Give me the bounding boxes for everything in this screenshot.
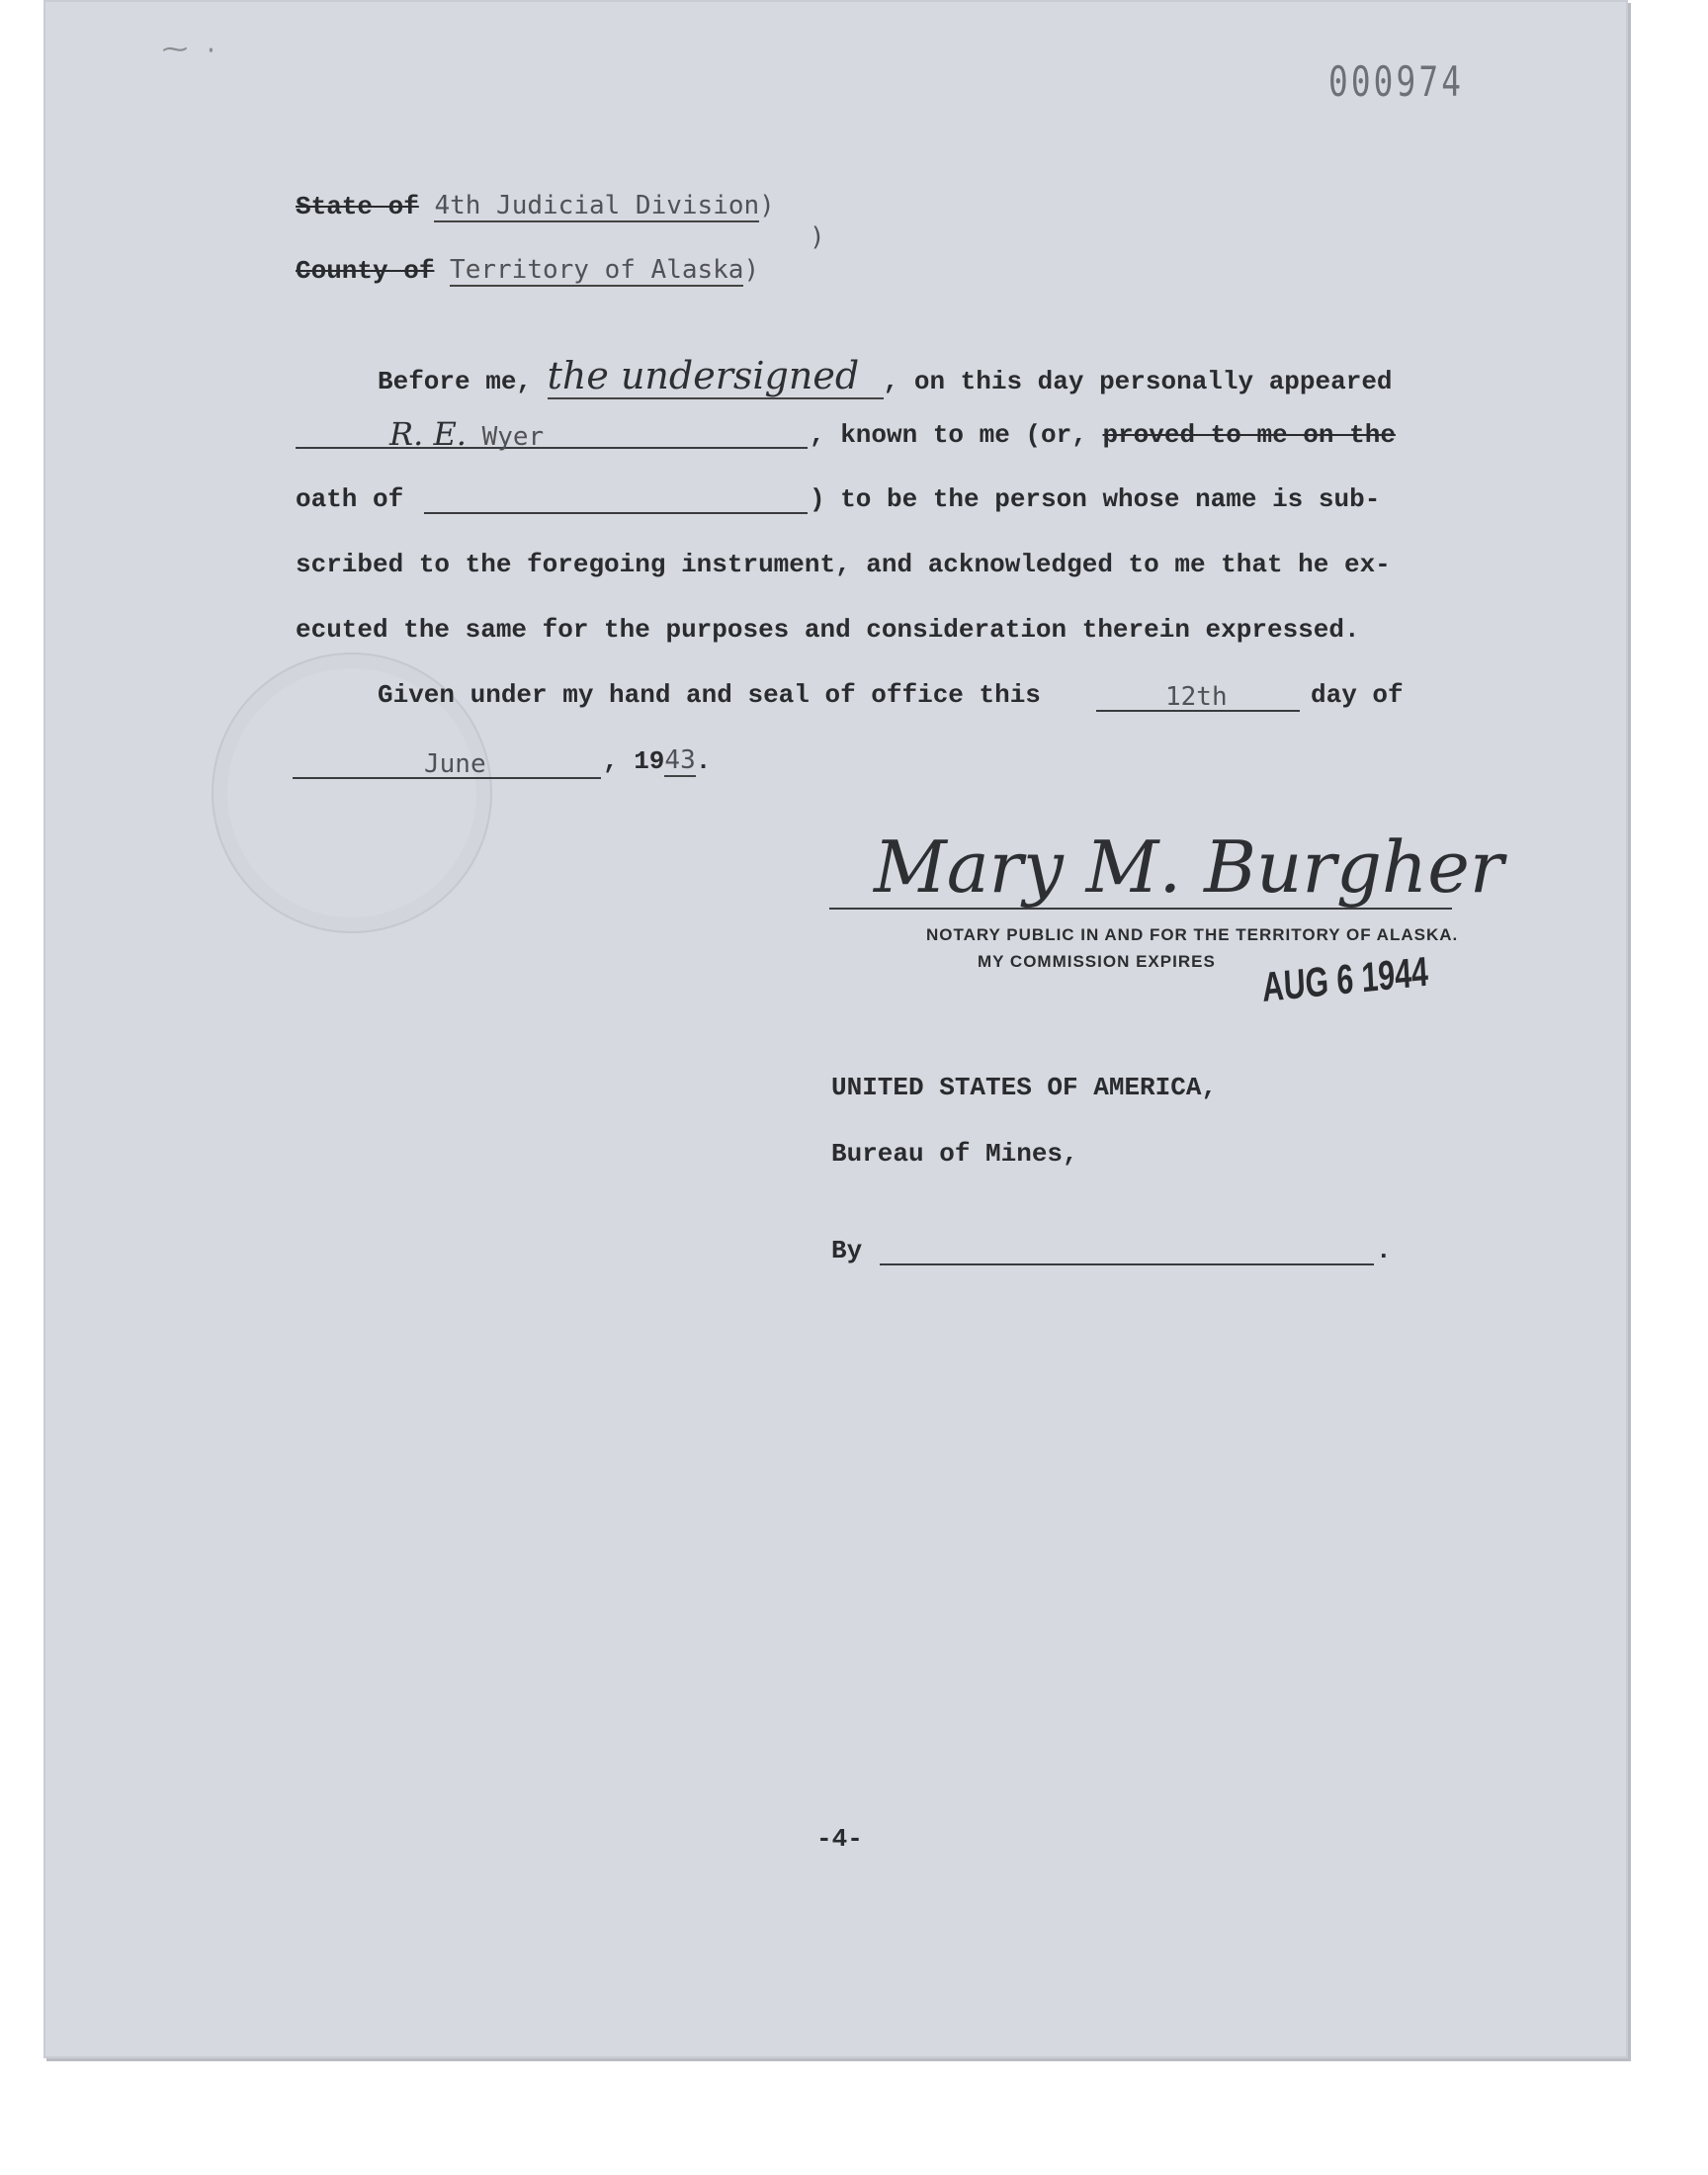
oath-of-underline bbox=[424, 512, 808, 514]
notary-handwritten: the undersigned bbox=[548, 354, 884, 399]
state-value: 4th Judicial Division bbox=[434, 191, 760, 220]
year-suffix: 43 bbox=[664, 745, 696, 775]
proved-struck-text: proved to me on the bbox=[1102, 420, 1396, 450]
corner-smudge: ⁓ · bbox=[162, 36, 219, 65]
grantee-line2: Bureau of Mines, bbox=[831, 1139, 1078, 1169]
paragraph-line1 bbox=[378, 354, 1393, 399]
by-label: By bbox=[831, 1236, 863, 1265]
given-month: June bbox=[424, 749, 486, 779]
by-period: . bbox=[1376, 1236, 1392, 1265]
year-period: . bbox=[695, 746, 712, 776]
known-to-me-text: , known to me (or, bbox=[810, 420, 1087, 450]
oath-of-text: oath of bbox=[296, 484, 404, 514]
commission-expires-date: AUG 6 1944 bbox=[1260, 947, 1429, 1010]
venue-bracket-mid: ) bbox=[810, 222, 825, 252]
document-page bbox=[43, 0, 1628, 2058]
venue-county-line bbox=[296, 255, 759, 286]
given-year bbox=[603, 745, 711, 776]
appeared-name bbox=[389, 415, 544, 453]
page-number: -4- bbox=[816, 1824, 863, 1854]
venue-state-line bbox=[296, 191, 775, 221]
day-of-text: day of bbox=[1311, 680, 1404, 710]
appeared-initials: R. E. bbox=[389, 415, 467, 453]
on-this-day-text: , on this day personally appeared bbox=[883, 367, 1393, 396]
by-signature-line bbox=[880, 1263, 1374, 1265]
to-be-person-text: ) to be the person whose name is sub- bbox=[810, 484, 1381, 514]
before-me-text: Before me, bbox=[378, 367, 533, 396]
notary-stamp-line2: MY COMMISSION EXPIRES bbox=[978, 952, 1216, 971]
paragraph-line2 bbox=[810, 420, 1396, 450]
notary-stamp-line1: NOTARY PUBLIC IN AND FOR THE TERRITORY OF ALASKA. bbox=[926, 925, 1459, 944]
paragraph-line5: ecuted the same for the purposes and consideration therein expressed. bbox=[296, 615, 1360, 645]
county-value: Territory of Alaska bbox=[450, 255, 744, 285]
given-day: 12th bbox=[1165, 682, 1228, 712]
year-prefix: , 19 bbox=[603, 746, 665, 776]
state-label: State of bbox=[296, 192, 419, 221]
grantee-line1: UNITED STATES OF AMERICA, bbox=[831, 1073, 1218, 1102]
paragraph-line4: scribed to the foregoing instrument, and acknowledged to me that he ex- bbox=[296, 550, 1391, 579]
county-label: County of bbox=[296, 256, 435, 286]
venue-bracket-bottom: ) bbox=[743, 255, 760, 285]
notary-signature: Mary M. Burgher bbox=[874, 826, 1504, 909]
document-number: 000974 bbox=[1328, 57, 1465, 106]
appeared-name-underline bbox=[296, 447, 808, 449]
given-text: Given under my hand and seal of office this bbox=[378, 680, 1041, 710]
venue-bracket: ) bbox=[759, 191, 775, 220]
appeared-surname: Wyer bbox=[481, 422, 545, 452]
signature-line bbox=[829, 908, 1452, 910]
